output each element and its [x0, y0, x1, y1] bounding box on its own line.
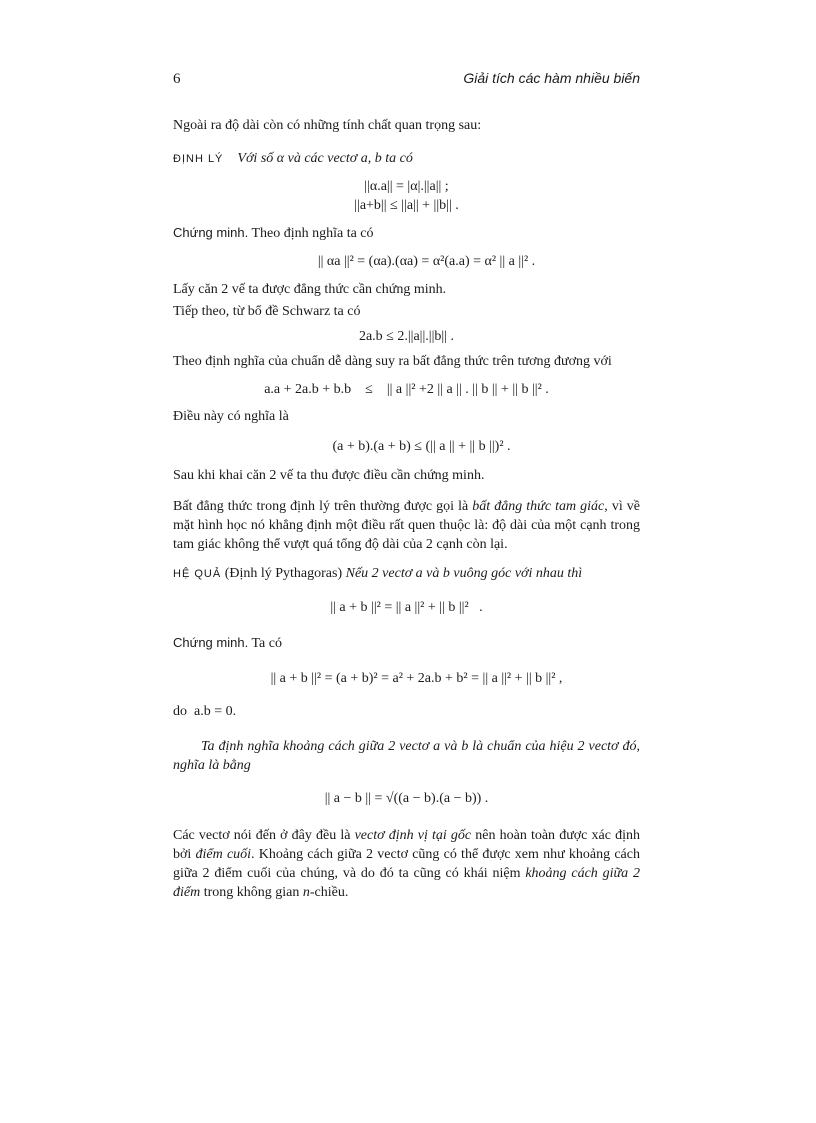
equation-4: 2a.b ≤ 2.||a||.||b|| . [358, 329, 455, 344]
final-text-4: trong không gian [200, 885, 303, 900]
page-body [173, 116, 640, 902]
corollary-label: HỆ QUẢ [173, 568, 222, 580]
proof-2 [173, 633, 640, 653]
distance-definition-text: Ta định nghĩa khoảng cách giữa 2 vectơ a và b là chuẩn của hiệu 2 vectơ đó, nghĩa là bằng [173, 739, 640, 773]
proof-text-2: Ta có [251, 636, 282, 651]
intro-text: Ngoài ra độ dài còn có những tính chất quan trọng sau: [173, 118, 482, 133]
equiv-line: Theo định nghĩa của chuẩn dễ dàng suy ra bất đẳng thức trên tương đương với [173, 354, 612, 369]
final-term-1: vectơ định vị tại gốc [354, 828, 472, 843]
theorem-text: Với số α và các vectơ a, b ta có [237, 151, 413, 166]
final-paragraph [173, 826, 640, 902]
equation-5: a.a + 2a.b + b.b ≤ || a ||² +2 || a || . || b || + || b ||² . [264, 382, 549, 397]
theorem-label: ĐỊNH LÝ [173, 153, 224, 165]
proof-label-1: Chứng minh. [173, 225, 249, 240]
equation-9: || a − b || = √((a − b).(a − b)) . [324, 791, 489, 806]
equation-6: (a + b).(a + b) ≤ (|| a || + || b ||)² . [332, 439, 511, 454]
final-term-2: điểm cuối [195, 847, 252, 862]
after-line: Sau khi khai căn 2 vế ta thu được điều cần chứng minh. [173, 468, 485, 483]
final-term-4: n [302, 885, 310, 900]
final-text-3: . Khoảng cách giữa 2 vectơ cũng có thể được xem như khoảng cách giữa 2 điểm cuối của chúng, và do đó ta cũng có khái niệm [173, 847, 640, 881]
proof-1 [173, 223, 640, 243]
do-line: do a.b = 0. [173, 704, 237, 719]
equation-3: || αa ||² = (αa).(αa) = α²(a.a) = α² || a ||² . [317, 254, 536, 269]
means-line: Điều này có nghĩa là [173, 409, 289, 424]
corollary-text: Nếu 2 vectơ a và b vuông góc với nhau thì [345, 566, 583, 581]
triangle-text-1: Bất đẳng thức trong định lý trên thường được gọi là [173, 499, 473, 514]
distance-definition [173, 737, 640, 775]
sqrt-line: Lấy căn 2 vế ta được đẳng thức cần chứng minh. [173, 282, 447, 297]
equation-2: ||a+b|| ≤ ||a|| + ||b|| . [354, 198, 459, 213]
proof-label-2: Chứng minh. [173, 635, 249, 650]
final-text-2: nên hoàn toàn được xác định bởi [173, 828, 640, 862]
final-text-1: Các vectơ nói đến ở đây đều là [173, 828, 355, 843]
triangle-term: bất đẳng thức tam giác [472, 499, 605, 514]
running-title: Giải tích các hàm nhiều biến [463, 70, 640, 86]
page-number: 6 [173, 71, 181, 87]
final-text-5: -chiều. [309, 885, 349, 900]
triangle-text-2: , vì về mặt hình học nó khẳng định một điều rất quen thuộc là: độ dài của một cạnh trong tam giác không thể vượt quá tổng độ dài của 2 cạnh còn lại. [173, 499, 641, 552]
schwarz-line: Tiếp theo, từ bổ đề Schwarz ta có [173, 304, 361, 319]
equation-7: || a + b ||² = || a ||² + || b ||² . [330, 600, 483, 615]
final-term-3: khoảng cách giữa 2 điểm [173, 866, 640, 900]
corollary [173, 564, 640, 584]
page-header [173, 70, 640, 88]
equation-8: || a + b ||² = (a + b)² = a² + 2a.b + b² = || a ||² + || b ||² , [270, 671, 563, 686]
theorem [173, 149, 640, 169]
equation-1: ||α.a|| = |α|.||a|| ; [364, 179, 449, 194]
triangle-paragraph [173, 497, 640, 554]
proof-text-1: Theo định nghĩa ta có [251, 226, 374, 241]
corollary-paren: (Định lý Pythagoras) [224, 566, 343, 581]
